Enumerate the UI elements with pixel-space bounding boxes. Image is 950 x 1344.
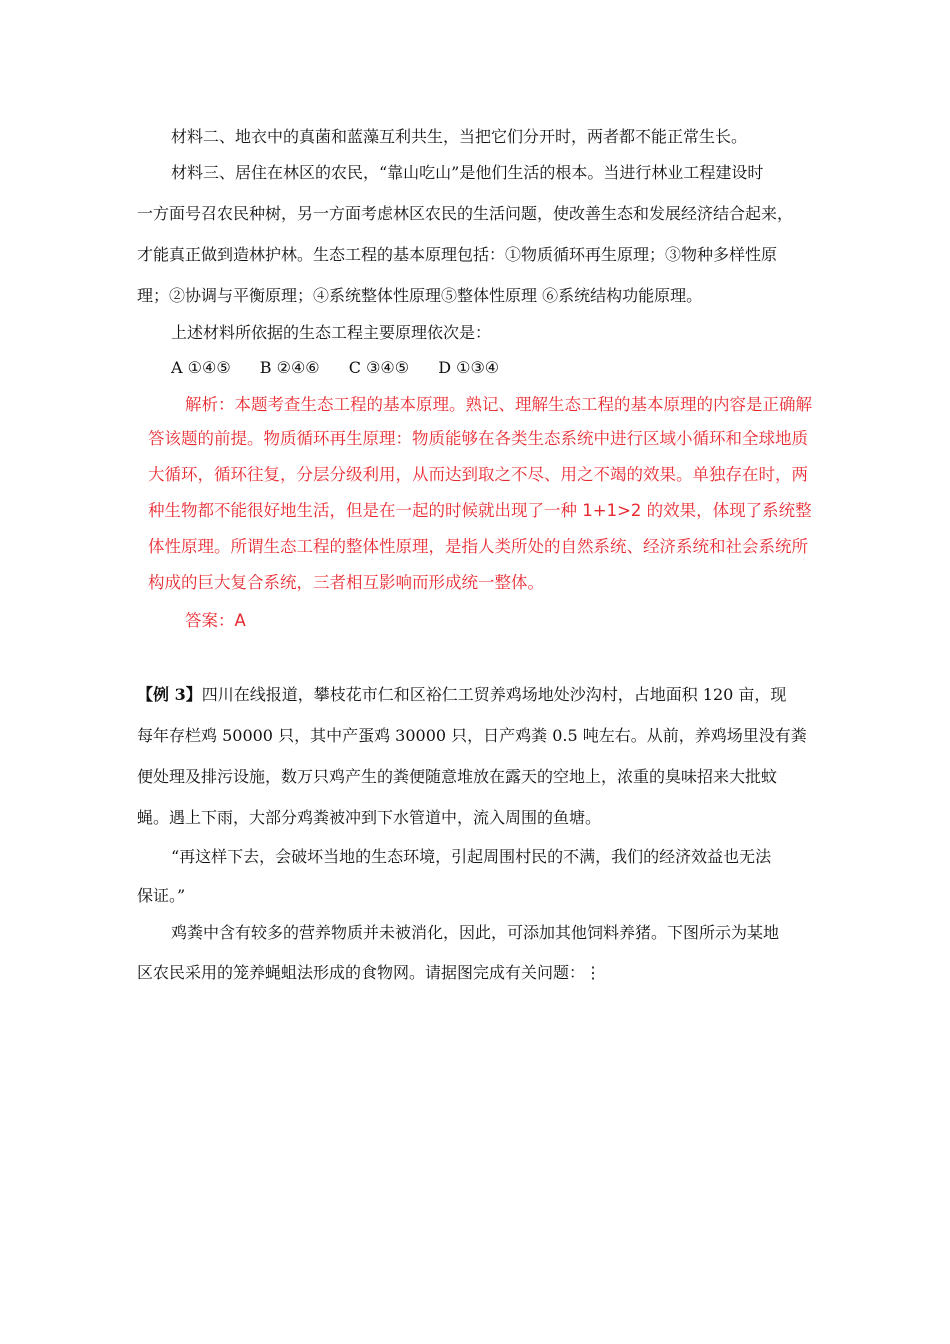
analysis-line-5: 体性原理。所谓生态工程的整体性原理，是指人类所处的自然系统、经济系统和社会系统所 [148, 537, 808, 556]
manure-line-2: 区农民采用的笼养蝇蛆法形成的食物网。请据图完成有关问题：⋮ [137, 963, 602, 982]
material-3-line-3: 才能真正做到造林护林。生态工程的基本原理包括：①物质循环再生原理；③物种多样性原 [137, 245, 778, 264]
analysis-line-4: 种生物都不能很好地生活，但是在一起的时候就出现了一种 1+1>2 的效果，体现了系统整 [148, 501, 812, 520]
answer-options [171, 357, 523, 379]
example-3-text: 四川在线报道，攀枝花市仁和区裕仁工贸养鸡场地处沙沟村，占地面积 120 亩，现 [201, 685, 787, 704]
answer-text: 答案：A [185, 611, 246, 630]
example-3-line-1 [137, 684, 786, 706]
quote-line-2: 保证。” [137, 886, 186, 905]
option-a: A ①④⑤ [171, 358, 231, 377]
example-3-line-4: 蝇。遇上下雨，大部分鸡粪被冲到下水管道中，流入周围的鱼塘。 [137, 808, 602, 827]
analysis-line-2: 答该题的前提。物质循环再生原理：物质能够在各类生态系统中进行区域小循环和全球地质 [148, 429, 808, 448]
option-b: B ②④⑥ [259, 358, 320, 377]
example-3-line-2: 每年存栏鸡 50000 只，其中产蛋鸡 30000 只，日产鸡粪 0.5 吨左右。从前，养鸡场里没有粪 [137, 726, 807, 745]
manure-line-1: 鸡粪中含有较多的营养物质并未被消化，因此，可添加其他饲料养猪。下图所示为某地 [171, 923, 780, 942]
material-2: 材料二、地衣中的真菌和蓝藻互利共生，当把它们分开时，两者都不能正常生长。 [171, 127, 748, 146]
analysis-line-1: 解析：本题考查生态工程的基本原理。熟记、理解生态工程的基本原理的内容是正确解 [185, 395, 812, 414]
option-c: C ③④⑤ [348, 358, 410, 377]
example-3-label: 【例 3】 [137, 685, 202, 704]
quote-line-1: “再这样下去，会破坏当地的生态环境，引起周围村民的不满，我们的经济效益也无法 [171, 847, 772, 866]
question-text: 上述材料所依据的生态工程主要原理依次是： [171, 323, 492, 342]
material-3-line-4: 理；②协调与平衡原理；④系统整体性原理⑤整体性原理 ⑥系统结构功能原理。 [137, 286, 703, 305]
example-3-line-3: 便处理及排污设施，数万只鸡产生的粪便随意堆放在露天的空地上，浓重的臭味招来大批蚊 [137, 767, 778, 786]
material-3-line-2: 一方面号召农民种树，另一方面考虑林区农民的生活问题，使改善生态和发展经济结合起来， [137, 204, 794, 223]
analysis-line-3: 大循环，循环往复，分层分级利用，从而达到取之不尽、用之不竭的效果。单独存在时，两 [148, 465, 808, 484]
material-3-line-1: 材料三、居住在林区的农民，“靠山吃山”是他们生活的根本。当进行林业工程建设时 [171, 163, 764, 182]
option-d: D ①③④ [438, 358, 500, 377]
analysis-line-6: 构成的巨大复合系统，三者相互影响而形成统一整体。 [148, 573, 544, 592]
